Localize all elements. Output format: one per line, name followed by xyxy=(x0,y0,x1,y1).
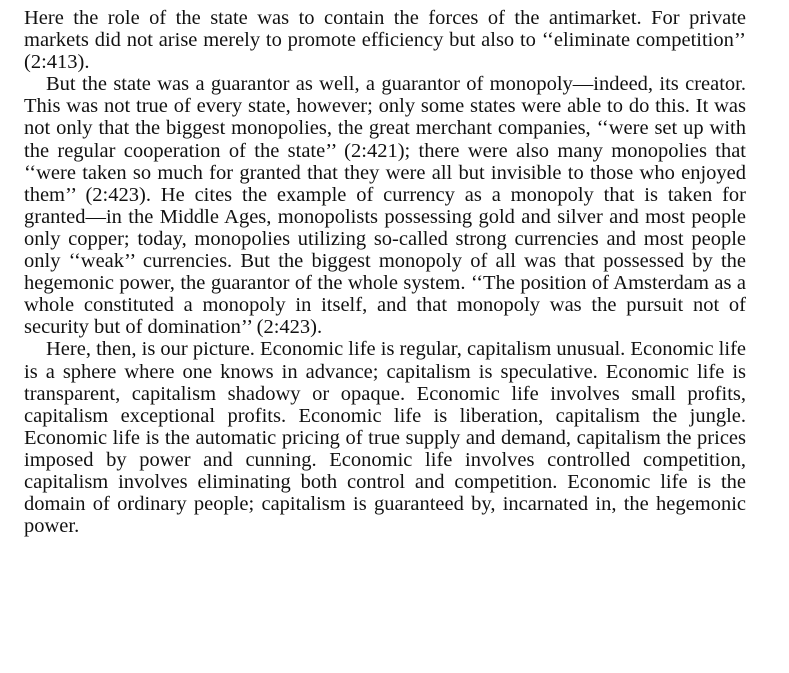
paragraph-state-role: Here the role of the state was to contain the forces of the antimarket. For private markets did not arise merely to promote efficiency but also to ‘‘eliminate competition’’ (2:413). xyxy=(24,7,746,74)
document-page xyxy=(24,7,746,537)
paragraph-state-guarantor: But the state was a guarantor as well, a guarantor of monopoly—indeed, its creator. This was not true of every state, however; only some states were able to do this. It was not only that the biggest monopolies, the great merchant companies, ‘‘were set up with the regular cooperation of the state’’ (2:421); there were also many monopolies that ‘‘were taken so much for granted that they were all but invisible to those who enjoyed them’’ (2:423). He cites the example of currency as a monopoly that is taken for granted—in the Middle Ages, monopolists possessing gold and silver and most people only copper; today, monopolies utilizing so-called strong currencies and most people only ‘‘weak’’ currencies. But the biggest monopoly of all was that possessed by the hegemonic power, the guarantor of the whole system. ‘‘The position of Amsterdam as a whole constituted a monopoly in itself, and that monopoly was the pursuit not of security but of domination’’ (2:423). xyxy=(24,73,746,339)
paragraph-our-picture: Here, then, is our picture. Economic life is regular, capitalism unusual. Economic life is a sphere where one knows in advance; capitalism is speculative. Economic life is transparent, capitalism shadowy or opaque. Economic life involves small profits, capitalism exceptional profits. Economic life is liberation, capitalism the jungle. Economic life is the automatic pricing of true supply and demand, capitalism the prices imposed by power and cunning. Economic life involves controlled competition, capitalism involves eliminating both control and competition. Economic life is the domain of ordinary people; capitalism is guaranteed by, incarnated in, the hegemonic power. xyxy=(24,338,746,538)
